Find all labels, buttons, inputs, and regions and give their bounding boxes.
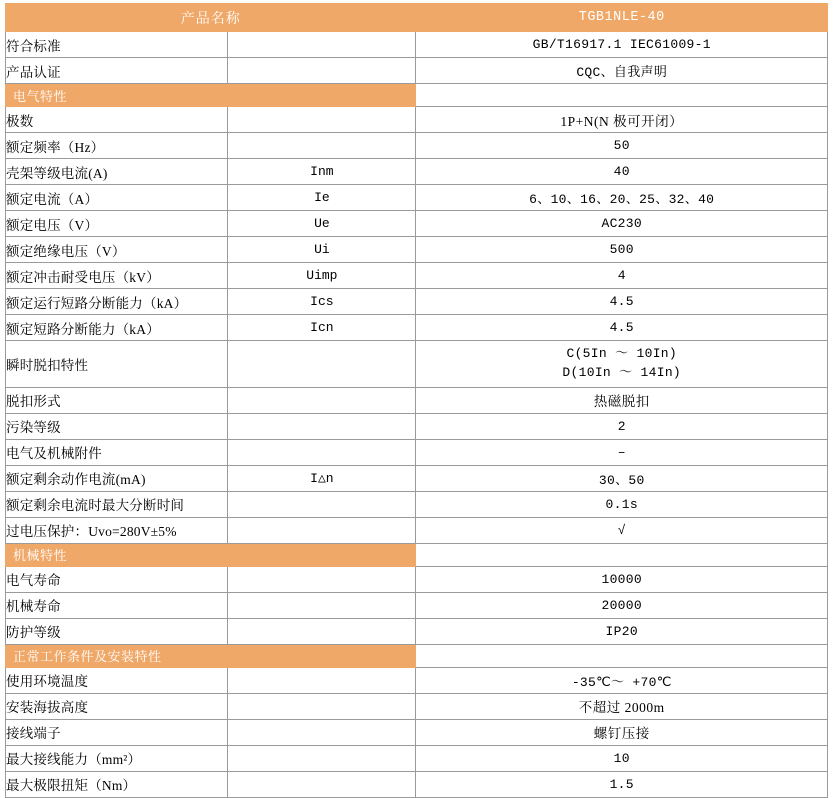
row-value: 1.5	[416, 771, 828, 797]
row-label: 最大极限扭矩（Nm）	[6, 771, 228, 797]
row-symbol: Ie	[228, 185, 416, 211]
row-symbol	[228, 517, 416, 543]
row-value: –	[416, 439, 828, 465]
row-value: 40	[416, 159, 828, 185]
row-symbol: Icn	[228, 315, 416, 341]
row-label: 过电压保护：Uvo=280V±5%	[6, 517, 228, 543]
row-symbol: Ue	[228, 211, 416, 237]
row-label: 额定剩余动作电流(mA)	[6, 465, 228, 491]
row-value: 不超过 2000m	[416, 693, 828, 719]
table-row	[6, 745, 828, 771]
row-value: 4.5	[416, 289, 828, 315]
table-row	[6, 413, 828, 439]
specification-table	[5, 3, 828, 798]
section-header-row	[6, 543, 828, 566]
row-value	[416, 341, 828, 388]
table-header-row	[6, 4, 828, 32]
table-body	[6, 4, 828, 798]
row-symbol	[228, 693, 416, 719]
section-blank-cell	[416, 84, 828, 107]
row-symbol	[228, 387, 416, 413]
row-symbol	[228, 133, 416, 159]
row-symbol: Ics	[228, 289, 416, 315]
row-symbol	[228, 719, 416, 745]
row-value-line: D(10In ～ 14In)	[562, 364, 682, 380]
section-title: 机械特性	[6, 543, 416, 566]
row-symbol: Uimp	[228, 263, 416, 289]
row-value: √	[416, 517, 828, 543]
table-row	[6, 58, 828, 84]
table-row	[6, 159, 828, 185]
row-label: 额定运行短路分断能力（kA）	[6, 289, 228, 315]
row-symbol	[228, 618, 416, 644]
row-symbol	[228, 771, 416, 797]
row-value-line: C(5In ～ 10In)	[566, 346, 677, 361]
section-title: 电气特性	[6, 84, 416, 107]
row-symbol	[228, 341, 416, 388]
row-value: CQC、自我声明	[416, 58, 828, 84]
row-value: 2	[416, 413, 828, 439]
table-row	[6, 387, 828, 413]
table-row	[6, 566, 828, 592]
table-row	[6, 771, 828, 797]
row-label: 产品认证	[6, 58, 228, 84]
row-symbol	[228, 413, 416, 439]
section-header-row	[6, 644, 828, 667]
row-symbol	[228, 566, 416, 592]
header-product-model: TGB1NLE-40	[416, 4, 828, 32]
table-row	[6, 107, 828, 133]
row-label: 接线端子	[6, 719, 228, 745]
table-row	[6, 517, 828, 543]
row-value: 10000	[416, 566, 828, 592]
table-row	[6, 465, 828, 491]
section-blank-cell	[416, 543, 828, 566]
row-value: AC230	[416, 211, 828, 237]
row-value: IP20	[416, 618, 828, 644]
row-symbol: I△n	[228, 465, 416, 491]
section-title: 正常工作条件及安装特性	[6, 644, 416, 667]
row-label: 电气寿命	[6, 566, 228, 592]
row-label: 壳架等级电流(A)	[6, 159, 228, 185]
table-row	[6, 185, 828, 211]
row-symbol: Inm	[228, 159, 416, 185]
row-label: 污染等级	[6, 413, 228, 439]
table-row	[6, 32, 828, 58]
row-value: 0.1s	[416, 491, 828, 517]
section-blank-cell	[416, 644, 828, 667]
header-product-name-label: 产品名称	[6, 4, 416, 32]
table-row	[6, 263, 828, 289]
row-label: 额定绝缘电压（V）	[6, 237, 228, 263]
row-label: 最大接线能力（mm²）	[6, 745, 228, 771]
row-value: 6、10、16、20、25、32、40	[416, 185, 828, 211]
row-value: 10	[416, 745, 828, 771]
row-symbol	[228, 58, 416, 84]
row-symbol	[228, 32, 416, 58]
row-label: 符合标准	[6, 32, 228, 58]
row-value: GB/T16917.1 IEC61009-1	[416, 32, 828, 58]
table-row	[6, 719, 828, 745]
table-row	[6, 289, 828, 315]
row-value: 500	[416, 237, 828, 263]
row-label: 额定冲击耐受电压（kV）	[6, 263, 228, 289]
table-row	[6, 618, 828, 644]
row-symbol	[228, 745, 416, 771]
row-value: 50	[416, 133, 828, 159]
row-label: 额定电压（V）	[6, 211, 228, 237]
row-label: 额定频率（Hz）	[6, 133, 228, 159]
row-label: 脱扣形式	[6, 387, 228, 413]
table-row	[6, 439, 828, 465]
table-row	[6, 341, 828, 388]
row-value: 热磁脱扣	[416, 387, 828, 413]
row-value: 4.5	[416, 315, 828, 341]
table-row	[6, 211, 828, 237]
row-label: 额定电流（A）	[6, 185, 228, 211]
row-label: 电气及机械附件	[6, 439, 228, 465]
row-value: 1P+N(N 极可开闭）	[416, 107, 828, 133]
row-label: 极数	[6, 107, 228, 133]
row-value: 4	[416, 263, 828, 289]
row-symbol	[228, 667, 416, 693]
row-label: 使用环境温度	[6, 667, 228, 693]
row-symbol	[228, 439, 416, 465]
row-label: 瞬时脱扣特性	[6, 341, 228, 388]
table-row	[6, 592, 828, 618]
table-row	[6, 693, 828, 719]
table-row	[6, 133, 828, 159]
row-value: 20000	[416, 592, 828, 618]
row-label: 安装海拔高度	[6, 693, 228, 719]
row-label: 防护等级	[6, 618, 228, 644]
table-row	[6, 237, 828, 263]
row-label: 机械寿命	[6, 592, 228, 618]
row-symbol	[228, 592, 416, 618]
table-row	[6, 491, 828, 517]
row-symbol: Ui	[228, 237, 416, 263]
row-symbol	[228, 491, 416, 517]
row-label: 额定短路分断能力（kA）	[6, 315, 228, 341]
row-value-multiline	[416, 341, 827, 387]
row-value: 30、50	[416, 465, 828, 491]
row-value: -35℃～ +70℃	[416, 667, 828, 693]
table-row	[6, 667, 828, 693]
row-value: 螺钉压接	[416, 719, 828, 745]
section-header-row	[6, 84, 828, 107]
row-symbol	[228, 107, 416, 133]
row-label: 额定剩余电流时最大分断时间	[6, 491, 228, 517]
table-row	[6, 315, 828, 341]
